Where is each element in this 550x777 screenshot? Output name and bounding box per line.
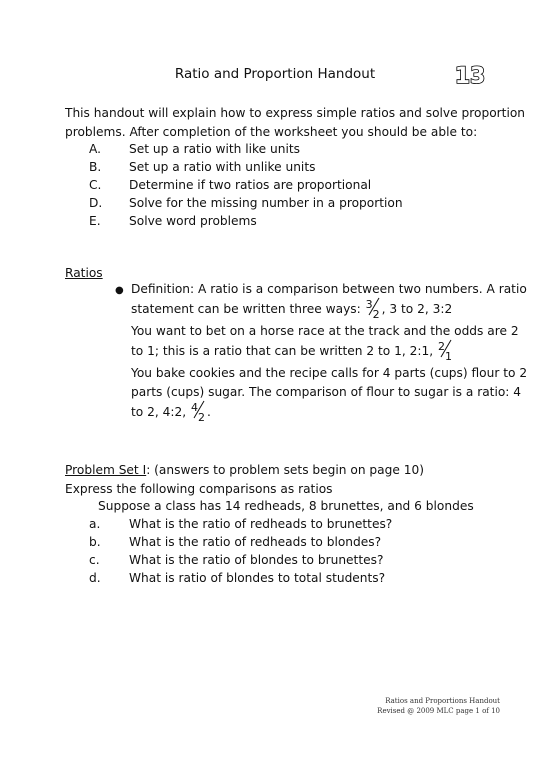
objective-text: Solve word problems — [129, 214, 257, 228]
example2-line-2: parts (cups) sugar. The comparison of flour to sugar is a ratio: 4 — [131, 385, 522, 399]
objective-letter: D. — [89, 196, 103, 210]
fraction-denominator: 1 — [445, 350, 453, 363]
problem-set-title: Problem Set I — [65, 463, 147, 477]
question-item — [89, 571, 385, 585]
fraction-numerator: 3 — [365, 298, 373, 311]
objective-item — [89, 178, 371, 192]
objective-item — [89, 214, 257, 228]
footer-line-1: Ratios and Proportions Handout — [385, 697, 500, 705]
objective-item — [89, 160, 315, 174]
fraction-numerator: 4 — [190, 401, 198, 414]
objective-letter: B. — [89, 160, 102, 174]
question-item — [89, 553, 383, 567]
objective-text: Set up a ratio with like units — [129, 142, 300, 156]
badge-number: 13 — [454, 64, 486, 88]
ratios-heading: Ratios — [65, 266, 103, 280]
intro-line-1: This handout will explain how to express simple ratios and solve proportion — [65, 106, 526, 120]
objective-text: Solve for the missing number in a proportion — [129, 196, 403, 210]
objective-item — [89, 196, 403, 210]
fraction-denominator: 2 — [197, 411, 205, 424]
fraction-denominator: 2 — [372, 308, 380, 321]
question-letter: c. — [89, 553, 100, 567]
problem-set-heading — [65, 461, 525, 480]
fraction-2-1 — [437, 340, 454, 363]
objective-letter: A. — [89, 142, 101, 156]
objective-letter: C. — [89, 178, 102, 192]
definition-text-end: , 3 to 2, 3:2 — [381, 302, 453, 316]
definition-text: statement can be written three ways: — [131, 302, 361, 316]
example1-line-1: You want to bet on a horse race at the track and the odds are 2 — [131, 324, 519, 338]
problem-set-instruction: Express the following comparisons as ratios — [65, 482, 333, 496]
question-text: What is the ratio of blondes to brunettes? — [129, 553, 384, 567]
page-number-badge — [450, 62, 490, 88]
example1-line-2 — [131, 341, 531, 361]
question-item — [89, 517, 392, 531]
example2-text: to 2, 4:2, — [131, 405, 187, 419]
objective-letter: E. — [89, 214, 101, 228]
definition-line-2 — [131, 299, 531, 319]
definition-line-1: Definition: A ratio is a comparison between two numbers. A ratio — [131, 282, 527, 296]
objective-text: Determine if two ratios are proportional — [129, 178, 372, 192]
intro-line-2: problems. After completion of the worksheet you should be able to: — [65, 125, 478, 139]
example2-text-end: . — [206, 405, 211, 419]
question-item — [89, 535, 381, 549]
question-letter: a. — [89, 517, 101, 531]
objective-text: Set up a ratio with unlike units — [129, 160, 316, 174]
question-text: What is the ratio of redheads to blondes? — [129, 535, 382, 549]
objective-item — [89, 142, 300, 156]
question-text: What is ratio of blondes to total students? — [129, 571, 386, 585]
problem-scenario: Suppose a class has 14 redheads, 8 brunettes, and 6 blondes — [98, 499, 474, 513]
fraction-numerator: 2 — [438, 340, 446, 353]
bullet-icon: ● — [115, 285, 124, 296]
example2-line-3 — [131, 402, 531, 422]
question-letter: d. — [89, 571, 101, 585]
problem-set-note: : (answers to problem sets begin on page 10) — [146, 463, 425, 477]
question-text: What is the ratio of redheads to brunettes? — [129, 517, 393, 531]
footer-line-2: Revised @ 2009 MLC page 1 of 10 — [377, 706, 500, 715]
question-letter: b. — [89, 535, 101, 549]
example1-text: to 1; this is a ratio that can be written 2 to 1, 2:1, — [131, 344, 434, 358]
example2-line-1: You bake cookies and the recipe calls for 4 parts (cups) flour to 2 — [131, 366, 528, 380]
fraction-4-2 — [190, 401, 207, 424]
footer — [360, 697, 500, 716]
fraction-3-2 — [365, 298, 382, 321]
page-title: Ratio and Proportion Handout — [174, 66, 376, 82]
